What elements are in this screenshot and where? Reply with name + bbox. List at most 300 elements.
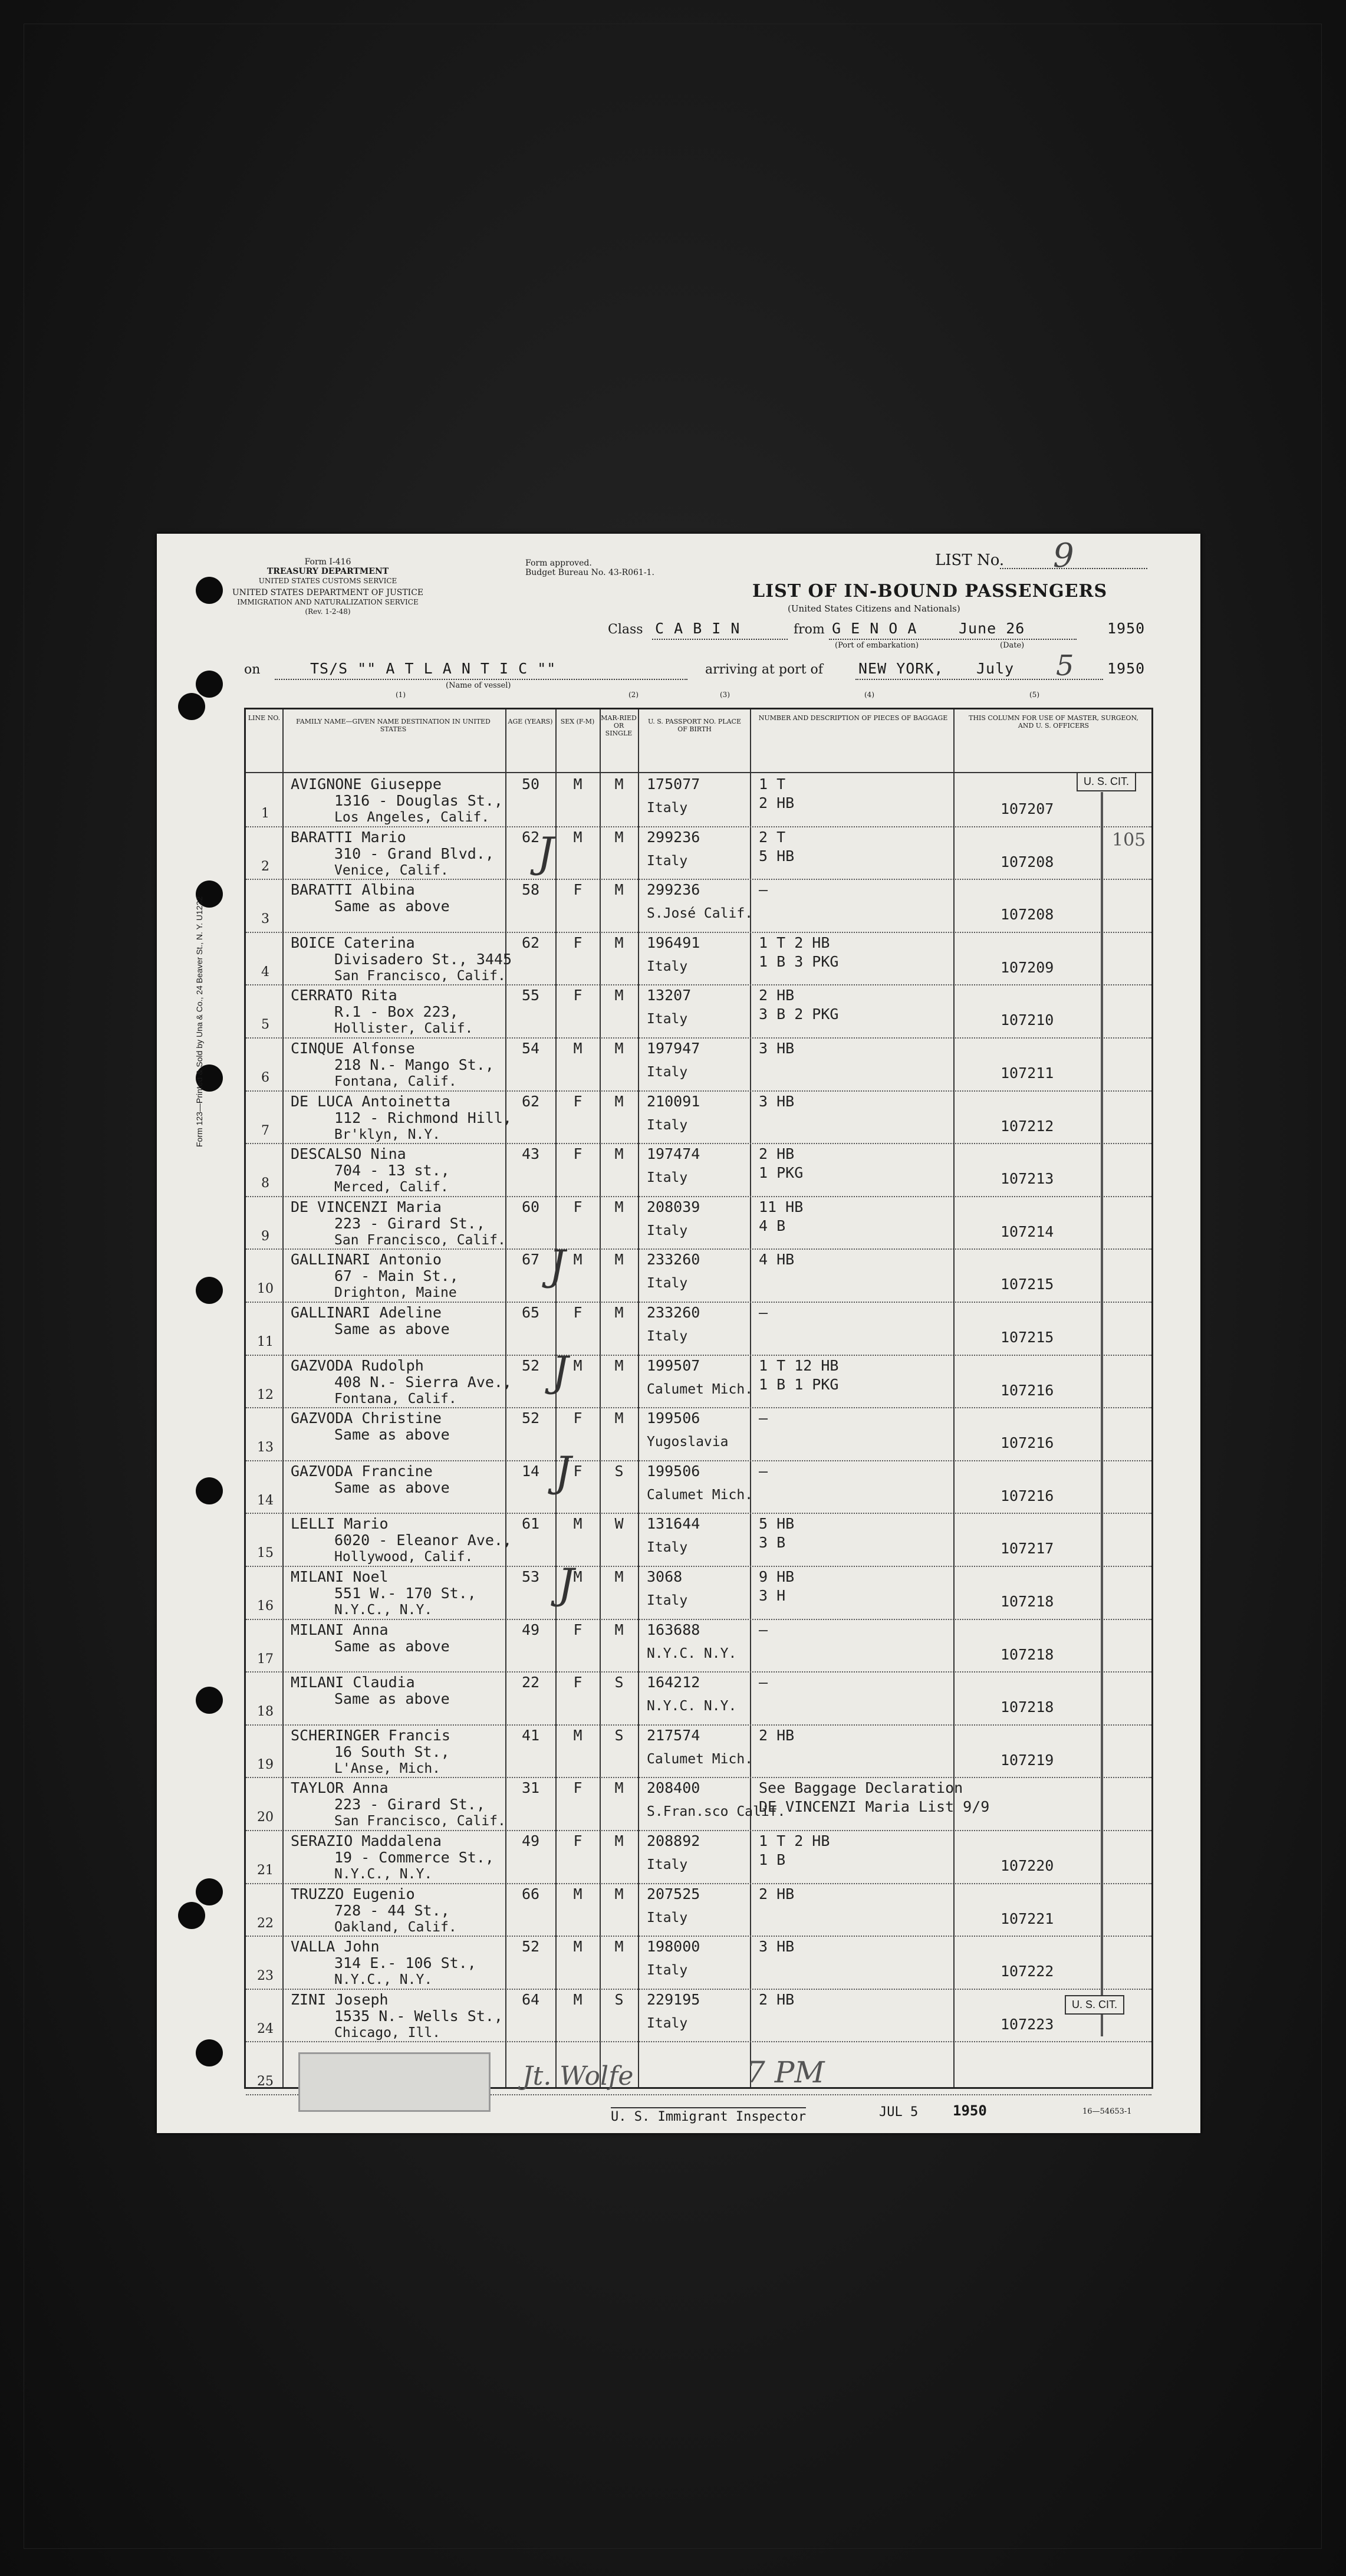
bracket-line <box>1101 792 1103 2036</box>
officer-number: 107218 <box>1001 1645 1054 1663</box>
age-cell: 49 <box>521 1621 540 1638</box>
place-of-birth: Italy <box>647 1910 688 1926</box>
destination-line-2: N.Y.C., N.Y. <box>334 1972 433 1988</box>
line-number: 18 <box>257 1704 274 1720</box>
passport-number: 299236 <box>647 828 700 846</box>
marital-status-cell: M <box>614 1145 624 1163</box>
col-header-line: LINE NO. <box>248 714 281 722</box>
col-header-sex: SEX (F-M) <box>560 718 595 725</box>
place-of-birth: Italy <box>647 2015 688 2031</box>
arrival-time-note: 7 PM <box>746 2055 825 2089</box>
passenger-name: TRUZZO Eugenio <box>291 1885 415 1903</box>
passport-number: 13207 <box>647 987 692 1004</box>
marital-status-cell: M <box>614 1885 624 1903</box>
baggage-line-1: — <box>759 1462 768 1480</box>
table-row <box>246 880 1151 933</box>
destination-line-1: 1316 - Douglas St., <box>334 792 503 809</box>
line-number: 6 <box>261 1070 269 1085</box>
age-cell: 43 <box>521 1145 540 1163</box>
baggage-line-1: 2 HB <box>759 1990 795 2008</box>
destination-line-1: Same as above <box>334 1637 450 1655</box>
table-row <box>246 1250 1151 1303</box>
arriving-label: arriving at port of <box>705 662 823 677</box>
baggage-line-1: 1 T <box>759 776 786 793</box>
baggage-line-1: — <box>759 1409 768 1427</box>
place-of-birth: Italy <box>647 1857 688 1872</box>
date-caption: (Date) <box>1000 641 1025 650</box>
baggage-line-1: 2 HB <box>759 1726 795 1744</box>
table-row <box>246 1461 1151 1514</box>
age-cell: 67 <box>521 1251 540 1269</box>
marital-status-cell: M <box>614 1409 624 1427</box>
col-num-4: (4) <box>864 691 874 699</box>
punch-hole <box>196 577 223 604</box>
passport-number: 233260 <box>647 1251 700 1269</box>
passport-number: 131644 <box>647 1515 700 1533</box>
officer-number: 107222 <box>1001 1963 1054 1980</box>
sex-cell: F <box>573 1832 583 1849</box>
officer-number: 107215 <box>1001 1276 1054 1293</box>
officer-number: 107213 <box>1001 1170 1054 1188</box>
marital-status-cell: M <box>614 1779 624 1797</box>
age-cell: 54 <box>521 1040 540 1057</box>
arrival-day-value: 5 <box>1056 649 1074 682</box>
destination-line-2: Hollister, Calif. <box>334 1021 473 1037</box>
destination-line-2: Los Angeles, Calif. <box>334 810 490 825</box>
justice-dept: UNITED STATES DEPARTMENT OF JUSTICE <box>232 588 424 597</box>
arrival-year: 1950 <box>1107 660 1146 677</box>
age-cell: 62 <box>521 828 540 846</box>
passenger-name: GAZVODA Rudolph <box>291 1356 424 1374</box>
officer-number: 107217 <box>1001 1540 1054 1558</box>
sex-cell: M <box>573 776 583 793</box>
sex-cell: F <box>573 987 583 1004</box>
passenger-name: AVIGNONE Giuseppe <box>291 776 442 793</box>
marital-status-cell: S <box>614 1726 624 1744</box>
destination-line-1: 16 South St., <box>334 1743 450 1760</box>
vessel-underline <box>275 679 687 680</box>
place-of-birth: Italy <box>647 1963 688 1979</box>
destination-line-1: 112 - Richmond Hill, <box>334 1109 512 1126</box>
age-cell: 65 <box>521 1304 540 1321</box>
line-number: 20 <box>257 1810 274 1825</box>
marital-status-cell: M <box>614 1568 624 1585</box>
table-row <box>246 1778 1151 1831</box>
destination-line-2: Hollywood, Calif. <box>334 1549 473 1565</box>
baggage-line-1: 3 HB <box>759 1040 795 1057</box>
marital-status-cell: M <box>614 1938 624 1956</box>
age-cell: 31 <box>521 1779 540 1797</box>
baggage-line-1: See Baggage Declaration <box>759 1779 963 1797</box>
line-number: 4 <box>261 964 269 980</box>
passenger-name: GALLINARI Adeline <box>291 1304 442 1321</box>
baggage-line-2: 3 B 2 PKG <box>759 1006 839 1023</box>
table-row <box>246 1144 1151 1197</box>
line-number: 25 <box>257 2074 274 2089</box>
table-row <box>246 827 1151 880</box>
destination-line-1: 223 - Girard St., <box>334 1214 485 1232</box>
baggage-line-1: — <box>759 1674 768 1691</box>
line-number: 16 <box>257 1599 274 1614</box>
sex-cell: M <box>573 1356 583 1374</box>
inspection-date: JUL 5 <box>879 2105 919 2120</box>
baggage-line-2: 1 B 3 PKG <box>759 952 839 970</box>
passport-number: 198000 <box>647 1938 700 1956</box>
class-value: C A B I N <box>655 620 741 637</box>
page-title: LIST OF IN-BOUND PASSENGERS <box>752 581 1108 602</box>
arrival-date-value: July <box>976 660 1015 677</box>
sex-cell: M <box>573 1568 583 1585</box>
destination-line-2: Merced, Calif. <box>334 1179 449 1195</box>
destination-line-1: R.1 - Box 223, <box>334 1003 459 1021</box>
officer-number: 107216 <box>1001 1434 1054 1452</box>
place-of-birth: S.José Calif. <box>647 906 753 922</box>
passenger-name: DE LUCA Antoinetta <box>291 1092 450 1110</box>
baggage-line-1: — <box>759 1304 768 1321</box>
marital-status-cell: M <box>614 1040 624 1057</box>
age-cell: 52 <box>521 1409 540 1427</box>
us-citizen-stamp-bottom: U. S. CIT. <box>1065 1995 1124 2015</box>
passport-number: 299236 <box>647 881 700 899</box>
line-number: 17 <box>257 1651 274 1667</box>
form-number: Form I-416 <box>304 557 351 567</box>
destination-line-2: San Francisco, Calif. <box>334 1813 506 1829</box>
marital-status-cell: M <box>614 1251 624 1269</box>
baggage-line-1: 9 HB <box>759 1568 795 1585</box>
destination-line-2: Drighton, Maine <box>334 1285 457 1301</box>
place-of-birth: Italy <box>647 853 688 869</box>
officer-number: 107221 <box>1001 1910 1054 1927</box>
table-row <box>246 1039 1151 1092</box>
destination-line-1: Divisadero St., 3445 <box>334 950 512 968</box>
marital-status-cell: S <box>614 1990 624 2008</box>
officer-number: 107220 <box>1001 1857 1054 1874</box>
table-row <box>246 1990 1151 2043</box>
passenger-name: GALLINARI Antonio <box>291 1251 442 1269</box>
line-number: 12 <box>257 1387 274 1402</box>
passport-number: 197474 <box>647 1145 700 1163</box>
passenger-name: BARATTI Albina <box>291 881 415 899</box>
passport-number: 208892 <box>647 1832 700 1849</box>
baggage-line-1: — <box>759 881 768 899</box>
passenger-table <box>244 708 1153 2089</box>
list-no-value: 9 <box>1053 537 1074 575</box>
line-number: 7 <box>261 1123 269 1138</box>
us-citizen-stamp-top: U. S. CIT. <box>1077 772 1136 791</box>
destination-line-2: N.Y.C., N.Y. <box>334 1602 433 1618</box>
baggage-line-2: 3 B <box>759 1534 786 1552</box>
passenger-name: ZINI Joseph <box>291 1990 389 2008</box>
place-of-birth: Italy <box>647 1540 688 1556</box>
officer-number: 107214 <box>1001 1223 1054 1240</box>
sex-cell: F <box>573 1779 583 1797</box>
marital-status-cell: M <box>614 1092 624 1110</box>
arrival-underline <box>855 679 1103 680</box>
passenger-name: MILANI Noel <box>291 1568 389 1585</box>
baggage-line-1: 4 HB <box>759 1251 795 1269</box>
place-of-birth: Yugoslavia <box>647 1434 729 1450</box>
revision: (Rev. 1-2-48) <box>305 607 351 616</box>
officer-number: 107216 <box>1001 1487 1054 1504</box>
punch-hole <box>196 671 223 698</box>
col-num-3: (3) <box>720 691 730 699</box>
destination-line-1: Same as above <box>334 1426 450 1444</box>
destination-line-1: 728 - 44 St., <box>334 1901 450 1919</box>
sex-cell: M <box>573 1885 583 1903</box>
destination-line-1: 19 - Commerce St., <box>334 1849 494 1866</box>
line-number: 21 <box>257 1863 274 1878</box>
officer-number: 107209 <box>1001 958 1054 976</box>
passenger-name: VALLA John <box>291 1938 380 1956</box>
sex-cell: F <box>573 881 583 899</box>
place-of-birth: N.Y.C. N.Y. <box>647 1698 737 1714</box>
passport-number: 196491 <box>647 934 700 951</box>
passenger-name: GAZVODA Christine <box>291 1409 442 1427</box>
destination-line-2: San Francisco, Calif. <box>334 968 506 984</box>
destination-line-1: 1535 N.- Wells St., <box>334 2007 503 2025</box>
sex-cell: M <box>573 1251 583 1269</box>
age-cell: 52 <box>521 1938 540 1956</box>
marital-status-cell: M <box>614 1621 624 1638</box>
age-cell: 62 <box>521 934 540 951</box>
line-number: 8 <box>261 1176 269 1191</box>
baggage-line-1: — <box>759 1621 768 1638</box>
treasury-dept: TREASURY DEPARTMENT <box>266 567 389 576</box>
baggage-line-1: 2 HB <box>759 1145 795 1163</box>
age-cell: 41 <box>521 1726 540 1744</box>
punch-hole <box>196 2039 223 2066</box>
passenger-name: SCHERINGER Francis <box>291 1726 450 1744</box>
inspector-label: U. S. Immigrant Inspector <box>611 2107 806 2124</box>
sex-cell: F <box>573 934 583 951</box>
sex-cell: F <box>573 1198 583 1215</box>
passenger-name: CINQUE Alfonse <box>291 1040 415 1057</box>
passenger-name: MILANI Anna <box>291 1621 389 1638</box>
inspector-signature: Jt. Wolfe <box>522 2061 634 2091</box>
baggage-line-1: 5 HB <box>759 1515 795 1533</box>
sex-cell: M <box>573 1990 583 2008</box>
sex-cell: M <box>573 1040 583 1057</box>
sex-cell: M <box>573 828 583 846</box>
passport-number: 199506 <box>647 1462 700 1480</box>
col-header-married: MAR-RIED OR SINGLE <box>601 714 637 737</box>
destination-line-2: N.Y.C., N.Y. <box>334 1867 433 1882</box>
destination-line-1: 223 - Girard St., <box>334 1796 485 1813</box>
line-number: 1 <box>261 806 269 821</box>
col-num-1: (1) <box>396 691 406 699</box>
baggage-line-1: 3 HB <box>759 1938 795 1956</box>
baggage-line-1: 1 T 2 HB <box>759 1832 830 1849</box>
destination-line-1: 67 - Main St., <box>334 1267 459 1285</box>
officer-number: 107208 <box>1001 853 1054 870</box>
table-row <box>246 1408 1151 1461</box>
place-of-birth: Italy <box>647 1170 688 1186</box>
baggage-line-1: 2 HB <box>759 987 795 1004</box>
table-row <box>246 1884 1151 1937</box>
age-cell: 49 <box>521 1832 540 1849</box>
line-number: 15 <box>257 1546 274 1561</box>
destination-line-2: Fontana, Calif. <box>334 1074 457 1089</box>
col-header-name: FAMILY NAME—GIVEN NAME DESTINATION IN UNITED STATES <box>296 718 491 733</box>
destination-line-2: Br'klyn, N.Y. <box>334 1126 441 1142</box>
budget-bureau: Budget Bureau No. 43-R061-1. <box>525 568 654 577</box>
baggage-line-1: 2 HB <box>759 1885 795 1903</box>
table-row <box>246 1514 1151 1567</box>
header-separator <box>246 772 1151 773</box>
passport-number: 207525 <box>647 1885 700 1903</box>
marital-status-cell: M <box>614 1198 624 1215</box>
passport-number: 208400 <box>647 1779 700 1797</box>
table-row <box>246 985 1151 1039</box>
class-underline <box>652 639 788 640</box>
destination-line-1: 408 N.- Sierra Ave., <box>334 1373 512 1391</box>
officer-number: 107218 <box>1001 1698 1054 1716</box>
line-number: 14 <box>257 1493 274 1508</box>
destination-line-1: Same as above <box>334 1690 450 1708</box>
col-header-age: AGE (YEARS) <box>508 718 553 725</box>
place-of-birth: N.Y.C. N.Y. <box>647 1645 737 1661</box>
place-of-birth: Italy <box>647 1064 688 1080</box>
line-number: 13 <box>257 1440 274 1455</box>
passport-number: 3068 <box>647 1568 683 1585</box>
class-label: Class <box>608 622 643 637</box>
age-cell: 14 <box>521 1462 540 1480</box>
passenger-name: DESCALSO Nina <box>291 1145 406 1163</box>
age-cell: 22 <box>521 1674 540 1691</box>
place-of-birth: Italy <box>647 1223 688 1238</box>
table-row <box>246 1673 1151 1726</box>
marital-status-cell: M <box>614 1356 624 1374</box>
punch-hole <box>196 1878 223 1905</box>
embark-date-value: June 26 <box>959 620 1025 637</box>
passenger-name: GAZVODA Francine <box>291 1462 433 1480</box>
passport-number: 208039 <box>647 1198 700 1215</box>
table-row <box>246 933 1151 986</box>
table-row <box>246 1831 1151 1884</box>
line-number: 23 <box>257 1969 274 1984</box>
sex-cell: F <box>573 1092 583 1110</box>
line-number: 19 <box>257 1757 274 1772</box>
punch-hole <box>178 1902 205 1929</box>
officer-number: 107211 <box>1001 1064 1054 1082</box>
passport-number: 233260 <box>647 1304 700 1321</box>
destination-line-1: 218 N.- Mango St., <box>334 1056 494 1073</box>
destination-line-1: 314 E.- 106 St., <box>334 1954 476 1972</box>
form-code: 16—54653-1 <box>1082 2107 1132 2116</box>
customs-stamp <box>298 2052 491 2112</box>
baggage-line-2: 1 PKG <box>759 1164 804 1182</box>
destination-line-1: 310 - Grand Blvd., <box>334 845 494 862</box>
place-of-birth: Italy <box>647 800 688 816</box>
punch-hole <box>196 1477 223 1504</box>
page-subtitle: (United States Citizens and Nationals) <box>788 603 960 614</box>
destination-line-1: Same as above <box>334 1478 450 1496</box>
form-approved: Form approved. <box>525 558 592 568</box>
officer-number: 107219 <box>1001 1751 1054 1769</box>
passenger-name: BARATTI Mario <box>291 828 406 846</box>
passport-number: 217574 <box>647 1726 700 1744</box>
col-header-baggage: NUMBER AND DESCRIPTION OF PIECES OF BAGGAGE <box>758 714 948 722</box>
line-number: 22 <box>257 1915 274 1931</box>
marital-status-cell: M <box>614 776 624 793</box>
place-of-birth: Calumet Mich. <box>647 1381 753 1397</box>
passenger-name: BOICE Caterina <box>291 934 415 951</box>
on-label: on <box>244 662 261 677</box>
pen-bracket-mark: J <box>549 1241 566 1290</box>
sex-cell: F <box>573 1621 583 1638</box>
destination-line-2: San Francisco, Calif. <box>334 1232 506 1248</box>
punch-hole <box>196 1277 223 1304</box>
destination-line-1: 551 W.- 170 St., <box>334 1585 476 1602</box>
officer-number: 107208 <box>1001 906 1054 924</box>
officer-number: 107223 <box>1001 2015 1054 2033</box>
baggage-line-2: 1 B <box>759 1851 786 1868</box>
table-row <box>246 1356 1151 1409</box>
arrival-port-value: NEW YORK, <box>858 660 944 677</box>
age-cell: 62 <box>521 1092 540 1110</box>
sex-cell: F <box>573 1674 583 1691</box>
passport-number: 199507 <box>647 1356 700 1374</box>
marital-status-cell: M <box>614 881 624 899</box>
place-of-birth: Italy <box>647 1117 688 1133</box>
destination-line-2: Chicago, Ill. <box>334 2025 441 2041</box>
baggage-line-1: 3 HB <box>759 1092 795 1110</box>
sex-cell: F <box>573 1304 583 1321</box>
table-row <box>246 1567 1151 1620</box>
baggage-line-2: 3 H <box>759 1587 786 1604</box>
officer-number: 107216 <box>1001 1381 1054 1399</box>
embark-year: 1950 <box>1107 620 1146 637</box>
age-cell: 66 <box>521 1885 540 1903</box>
destination-line-2: L'Anse, Mich. <box>334 1760 441 1776</box>
baggage-line-2: 2 HB <box>759 794 795 811</box>
destination-line-2: Fontana, Calif. <box>334 1391 457 1407</box>
baggage-line-1: 1 T 12 HB <box>759 1356 839 1374</box>
table-row <box>246 1303 1151 1356</box>
passport-number: 229195 <box>647 1990 700 2008</box>
age-cell: 61 <box>521 1515 540 1533</box>
manifest-sheet <box>157 534 1200 2133</box>
table-row <box>246 1197 1151 1250</box>
marital-status-cell: S <box>614 1462 624 1480</box>
age-cell: 50 <box>521 776 540 793</box>
marital-status-cell: M <box>614 828 624 846</box>
baggage-line-2: 1 B 1 PKG <box>759 1375 839 1393</box>
passport-number: 199506 <box>647 1409 700 1427</box>
baggage-line-2: 4 B <box>759 1217 786 1234</box>
baggage-line-1: 1 T 2 HB <box>759 934 830 951</box>
age-cell: 58 <box>521 881 540 899</box>
line-number: 2 <box>261 859 269 874</box>
passport-number: 175077 <box>647 776 700 793</box>
place-of-birth: Calumet Mich. <box>647 1751 753 1767</box>
pen-bracket-mark: J <box>552 1348 569 1396</box>
marital-status-cell: M <box>614 1832 624 1849</box>
pen-bracket-mark: J <box>558 1560 575 1608</box>
passenger-name: DE VINCENZI Maria <box>291 1198 442 1215</box>
passenger-name: TAYLOR Anna <box>291 1779 389 1797</box>
age-cell: 55 <box>521 987 540 1004</box>
destination-line-1: Same as above <box>334 1320 450 1338</box>
age-cell: 64 <box>521 1990 540 2008</box>
passenger-name: MILANI Claudia <box>291 1674 415 1691</box>
col-header-passport: U. S. PASSPORT NO. PLACE OF BIRTH <box>647 718 742 733</box>
destination-line-1: Same as above <box>334 898 450 915</box>
marital-status-cell: M <box>614 934 624 951</box>
destination-line-1: 704 - 13 st., <box>334 1162 450 1179</box>
age-cell: 52 <box>521 1356 540 1374</box>
destination-line-2: Venice, Calif. <box>334 862 449 878</box>
